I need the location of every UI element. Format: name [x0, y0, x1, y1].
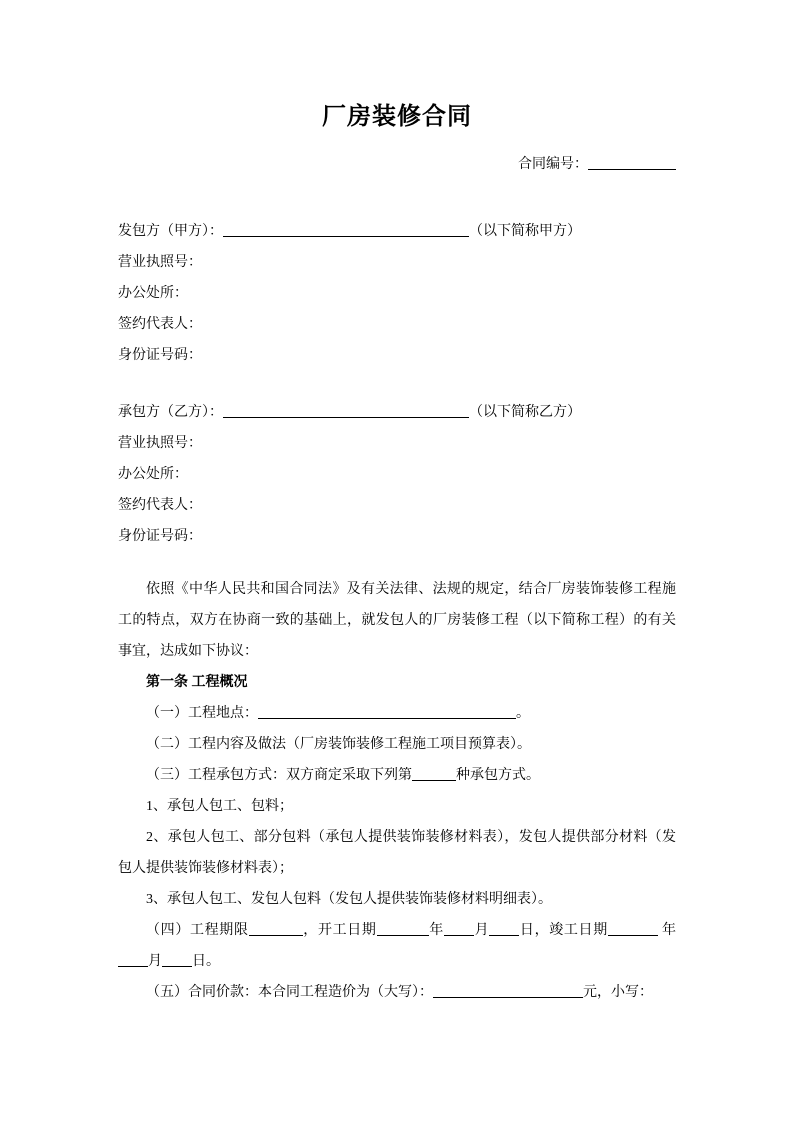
- contract-method-option-1: 1、承包人包工、包料；: [146, 799, 293, 814]
- contract-method-blank[interactable]: [412, 766, 456, 781]
- page-title: 厂房装修合同: [322, 104, 472, 130]
- contract-method-suffix: 种承包方式。: [456, 768, 540, 783]
- project-location-period: 。: [516, 706, 530, 721]
- finish-year-unit: 年: [662, 923, 677, 938]
- start-day-blank[interactable]: [489, 921, 519, 936]
- party-a-name-blank[interactable]: [223, 222, 469, 237]
- spacer: [118, 552, 676, 574]
- party-b-office-row: 办公处所：: [118, 467, 188, 482]
- clause-one-item-3: [118, 760, 676, 791]
- finish-year-blank[interactable]: [608, 921, 658, 936]
- project-location-label: （一）工程地点：: [146, 706, 258, 721]
- clause-one-item-5: [118, 977, 676, 1008]
- finish-month-blank[interactable]: [118, 952, 148, 967]
- clause-one-item-1: [118, 698, 676, 729]
- project-location-blank[interactable]: [258, 704, 516, 719]
- start-year-blank[interactable]: [377, 921, 429, 936]
- party-a-name-label: 发包方（甲方）：: [118, 224, 223, 239]
- contract-price-label: （五）合同价款：本合同工程造价为（大写）：: [146, 985, 433, 1000]
- party-b-name-blank[interactable]: [223, 403, 469, 418]
- party-a-id-row: 身份证号码：: [118, 348, 202, 363]
- contract-number-label: 合同编号：: [518, 157, 588, 172]
- preamble-paragraph: 依照《中华人民共和国合同法》及有关法律、法规的规定，结合厂房装饰装修工程施工的特点，双方在协商一致的基础上，就发包人的厂房装修工程（以下简称工程）的有关事宜，达成如下协议：: [118, 582, 676, 659]
- finish-date-label: 日，竣工日期: [519, 923, 608, 938]
- contract-number-blank[interactable]: [588, 155, 676, 170]
- contract-method-label: （三）工程承包方式：双方商定采取下列第: [146, 768, 412, 783]
- finish-day-unit: 日。: [192, 954, 220, 969]
- party-a-alias: （以下简称甲方）: [469, 224, 581, 239]
- finish-month-unit: 月: [148, 954, 162, 969]
- project-period-blank[interactable]: [249, 921, 303, 936]
- party-a-representative-row: 签约代表人：: [118, 317, 202, 332]
- party-a-license-row: 营业执照号：: [118, 255, 202, 270]
- contract-method-option-2: 2、承包人包工、部分包料（承包人提供装饰装修材料表），发包人提供部分材料（发包人提供装饰装修材料表）；: [118, 830, 676, 876]
- finish-day-blank[interactable]: [162, 952, 192, 967]
- party-b-license-row: 营业执照号：: [118, 436, 202, 451]
- clause-one-item-4: [118, 915, 676, 977]
- contract-method-option-3: 3、承包人包工、发包人包料（发包人提供装饰装修材料明细表）。: [146, 892, 552, 907]
- start-month-unit: 月: [473, 923, 490, 938]
- contract-price-suffix: 元，小写：: [583, 985, 653, 1000]
- party-b-name-row: [118, 397, 676, 428]
- party-b-name-label: 承包方（乙方）：: [118, 405, 223, 420]
- party-a-name-row: [118, 216, 676, 247]
- document-content: [118, 0, 676, 1008]
- clause-one-title: 第一条 工程概况: [146, 675, 248, 690]
- party-b-id-row: 身份证号码：: [118, 529, 202, 544]
- start-date-label: ，开工日期: [302, 923, 377, 938]
- start-month-blank[interactable]: [444, 921, 474, 936]
- party-a-office-row: 办公处所：: [118, 286, 188, 301]
- contract-price-words-blank[interactable]: [433, 983, 583, 998]
- project-period-label: （四）工程期限: [146, 923, 249, 938]
- clause-one-item-2: （二）工程内容及做法（厂房装饰装修工程施工项目预算表）。: [146, 737, 531, 752]
- party-b-alias: （以下简称乙方）: [469, 405, 581, 420]
- start-year-unit: 年: [428, 923, 444, 938]
- party-b-representative-row: 签约代表人：: [118, 498, 202, 513]
- spacer: [118, 371, 676, 397]
- spacer: [118, 176, 676, 216]
- contract-number-line: [118, 154, 676, 176]
